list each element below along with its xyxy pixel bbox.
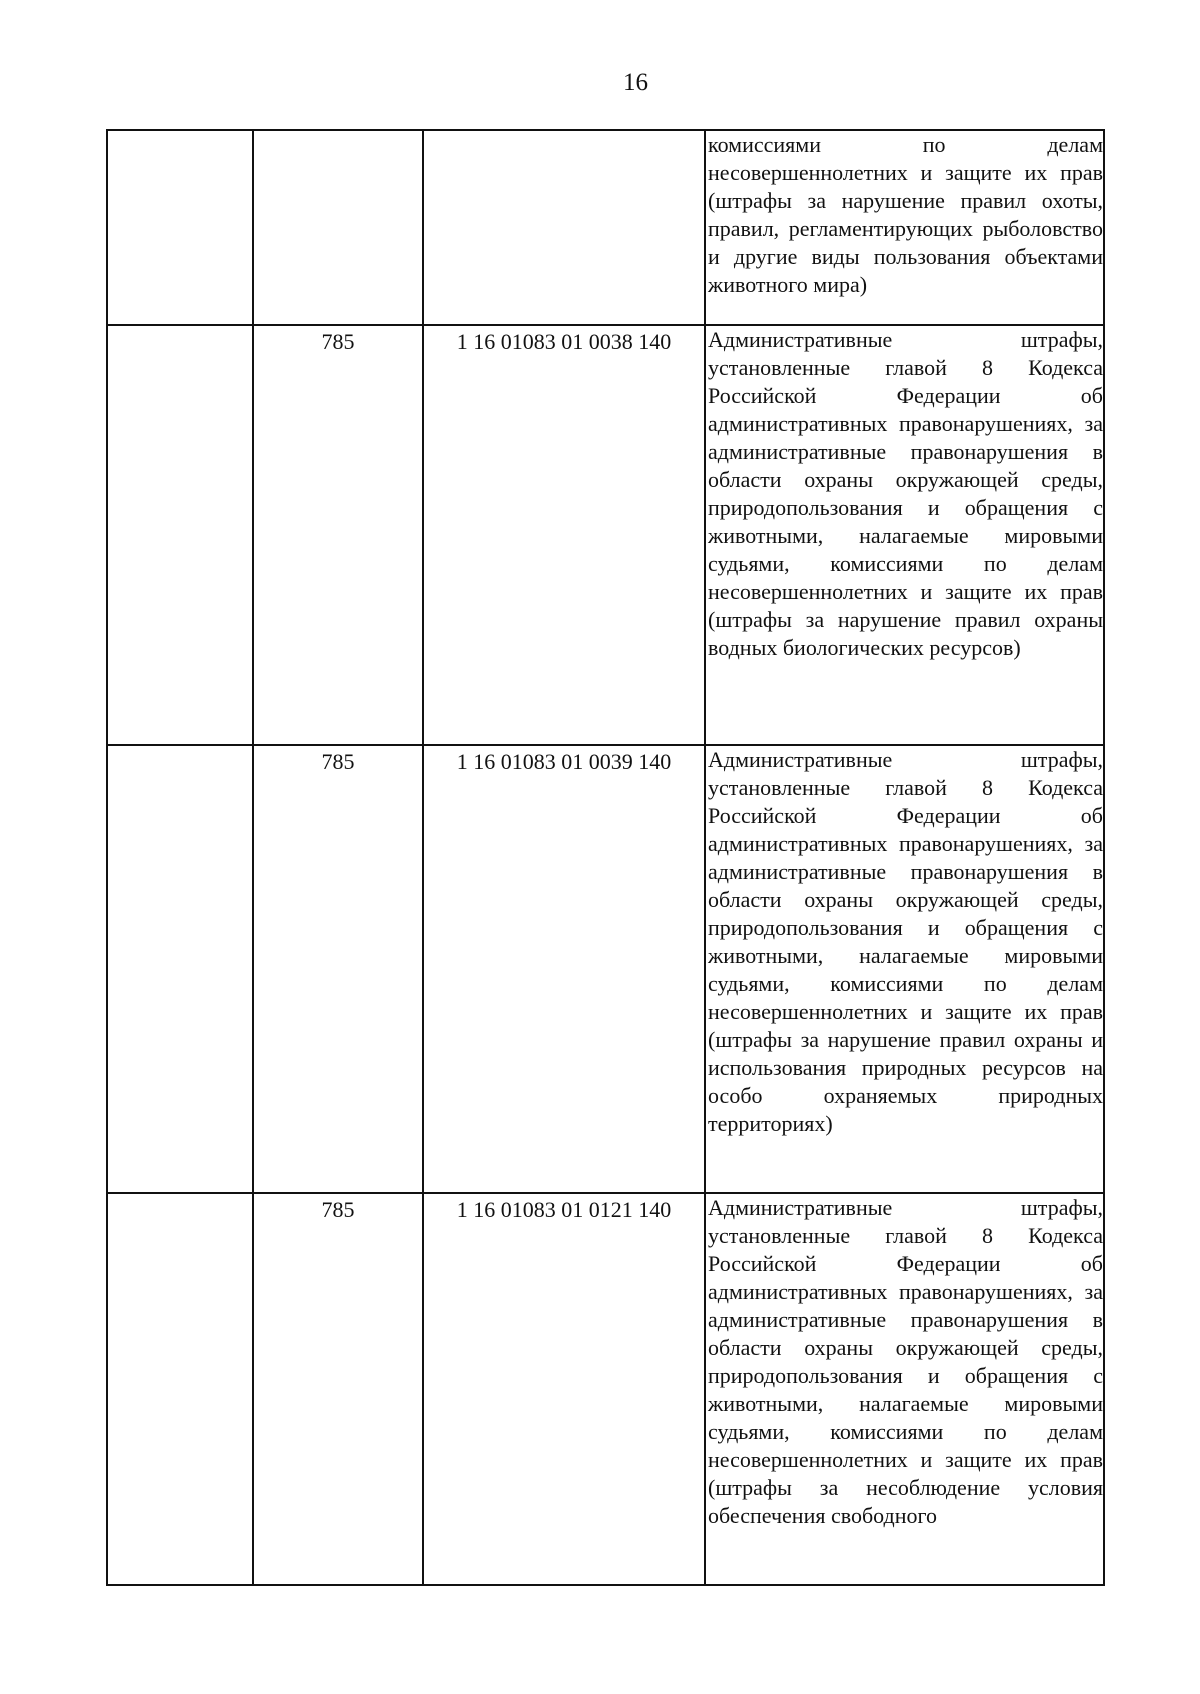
kbk-code-cell	[423, 130, 705, 325]
empty-cell	[107, 325, 253, 745]
description-text: Административные штрафы, установленные главой 8 Кодекса Российской Федерации об административных правонарушениях, за административные правонарушения в области охраны окружающей среды, природопользования и обращения с животными, налагаемые мировыми судьями, комиссиями по делам несовершеннолетних и защите их прав (штрафы за нарушение правил охраны и использования природных ресурсов на особо охраняемых природных территориях)	[708, 747, 1103, 1136]
budget-classification-table	[106, 129, 1105, 1586]
kbk-code-cell: 1 16 01083 01 0039 140	[423, 745, 705, 1193]
admin-code-cell: 785	[253, 745, 423, 1193]
description-cell	[705, 1193, 1104, 1585]
admin-code-cell: 785	[253, 1193, 423, 1585]
empty-cell	[107, 130, 253, 325]
description-cell	[705, 130, 1104, 325]
table-row	[107, 130, 1104, 325]
kbk-code-cell: 1 16 01083 01 0038 140	[423, 325, 705, 745]
description-text: Административные штрафы, установленные главой 8 Кодекса Российской Федерации об административных правонарушениях, за административные правонарушения в области охраны окружающей среды, природопользования и обращения с животными, налагаемые мировыми судьями, комиссиями по делам несовершеннолетних и защите их прав (штрафы за нарушение правил охраны водных биологических ресурсов)	[708, 327, 1103, 660]
empty-cell	[107, 745, 253, 1193]
table-row	[107, 745, 1104, 1193]
admin-code-cell	[253, 130, 423, 325]
admin-code-cell: 785	[253, 325, 423, 745]
description-cell	[705, 745, 1104, 1193]
description-cell	[705, 325, 1104, 745]
table-row	[107, 1193, 1104, 1585]
description-text: комиссиями по делам несовершеннолетних и защите их прав (штрафы за нарушение правил охоты, правил, регламентирующих рыболовство и другие виды пользования объектами животного мира)	[708, 132, 1103, 297]
description-text: Административные штрафы, установленные главой 8 Кодекса Российской Федерации об административных правонарушениях, за административные правонарушения в области охраны окружающей среды, природопользования и обращения с животными, налагаемые мировыми судьями, комиссиями по делам несовершеннолетних и защите их прав (штрафы за несоблюдение условия обеспечения свободного	[708, 1195, 1103, 1528]
empty-cell	[107, 1193, 253, 1585]
page-number: 16	[623, 69, 648, 96]
kbk-code-cell: 1 16 01083 01 0121 140	[423, 1193, 705, 1585]
table-row	[107, 325, 1104, 745]
